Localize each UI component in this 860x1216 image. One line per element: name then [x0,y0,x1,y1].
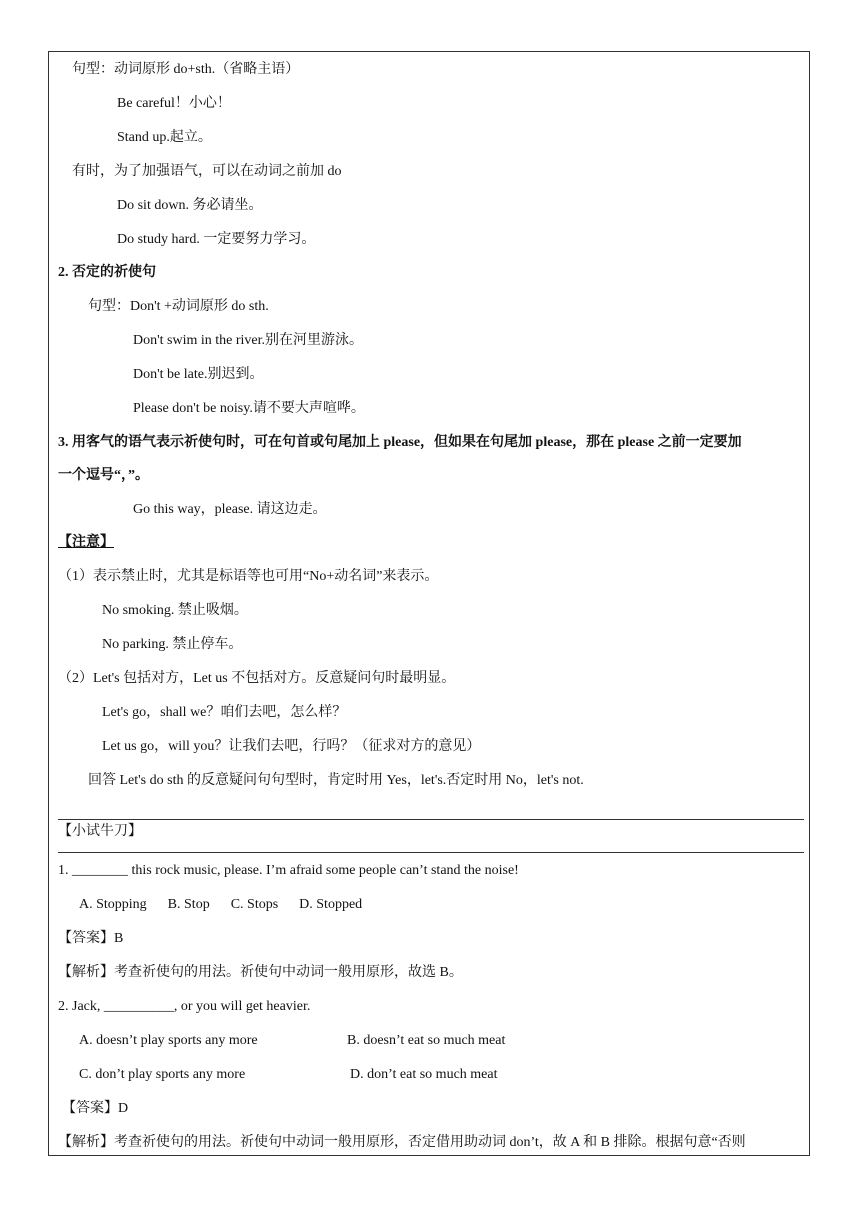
note-title: 【注意】 [58,535,114,550]
option-b: B. doesn’t eat so much meat [347,1033,506,1048]
stem-suffix: , or you will get heavier. [173,999,311,1014]
practice-title: 【小试牛刀】 [58,824,142,839]
example-line: Don't be late.别迟到。 [133,367,264,382]
example-line: Do sit down. 务必请坐。 [117,198,263,213]
pattern-line: 句型：Don't +动词原形 do sth. [88,299,269,314]
question-1-answer: 【答案】B [58,931,124,946]
option-a: A. doesn’t play sports any more [79,1033,258,1048]
example-line: Let us go，will you？让我们去吧，行吗？（征求对方的意见） [102,739,481,754]
example-line: Please don't be noisy.请不要大声喧哗。 [133,401,365,416]
example-line: Stand up.起立。 [117,130,212,145]
stem-blank: __________ [103,999,174,1014]
pattern-line: 句型：动词原形 do+sth.（省略主语） [72,62,300,77]
question-1-analysis: 【解析】考查祈使句的用法。祈使句中动词一般用原形，故选 B。 [58,965,463,980]
question-1-stem: 1. ________ this rock music, please. I’m afraid some people can’t stand the noise! [58,863,519,878]
example-line: Do study hard. 一定要努力学习。 [117,232,316,247]
emphasis-note: 有时，为了加强语气，可以在动词之前加 do [72,164,342,179]
example-line: Be careful！小心！ [117,96,231,111]
note-point: （1）表示禁止时，尤其是标语等也可用“No+动名词”来表示。 [58,569,439,584]
section-heading-cont: 一个逗号“，”。 [58,468,149,483]
note-answer-rule: 回答 Let's do sth 的反意疑问句句型时，肯定时用 Yes，let's.否定时用 No，let's not. [88,773,584,788]
example-line: Don't swim in the river.别在河里游泳。 [133,333,364,348]
example-line: Go this way，please. 请这边走。 [133,502,327,517]
section-heading: 3. 用客气的语气表示祈使句时，可在句首或句尾加上 please，但如果在句尾加 please，那在 please 之前一定要加 [58,435,742,450]
divider [58,819,804,820]
example-line: Let's go，shall we？咱们去吧，怎么样？ [102,705,347,720]
example-line: No parking. 禁止停车。 [102,637,243,652]
option-c: C. don’t play sports any more [79,1067,246,1082]
question-2-stem [58,997,310,1017]
example-line: No smoking. 禁止吸烟。 [102,603,248,618]
question-1-options: A. Stopping B. Stop C. Stops D. Stopped [79,897,363,912]
option-d: D. don’t eat so much meat [350,1067,498,1082]
question-2-answer: 【答案】D [62,1101,129,1116]
divider [58,852,804,853]
stem-prefix: 2. Jack, [58,999,104,1014]
note-point: （2）Let's 包括对方，Let us 不包括对方。反意疑问句时最明显。 [58,671,456,686]
question-2-analysis: 【解析】考查祈使句的用法。祈使句中动词一般用原形，否定借用助动词 don’t，故 A 和 B 排除。根据句意“否则 [58,1135,746,1150]
section-heading: 2. 否定的祈使句 [58,265,156,280]
